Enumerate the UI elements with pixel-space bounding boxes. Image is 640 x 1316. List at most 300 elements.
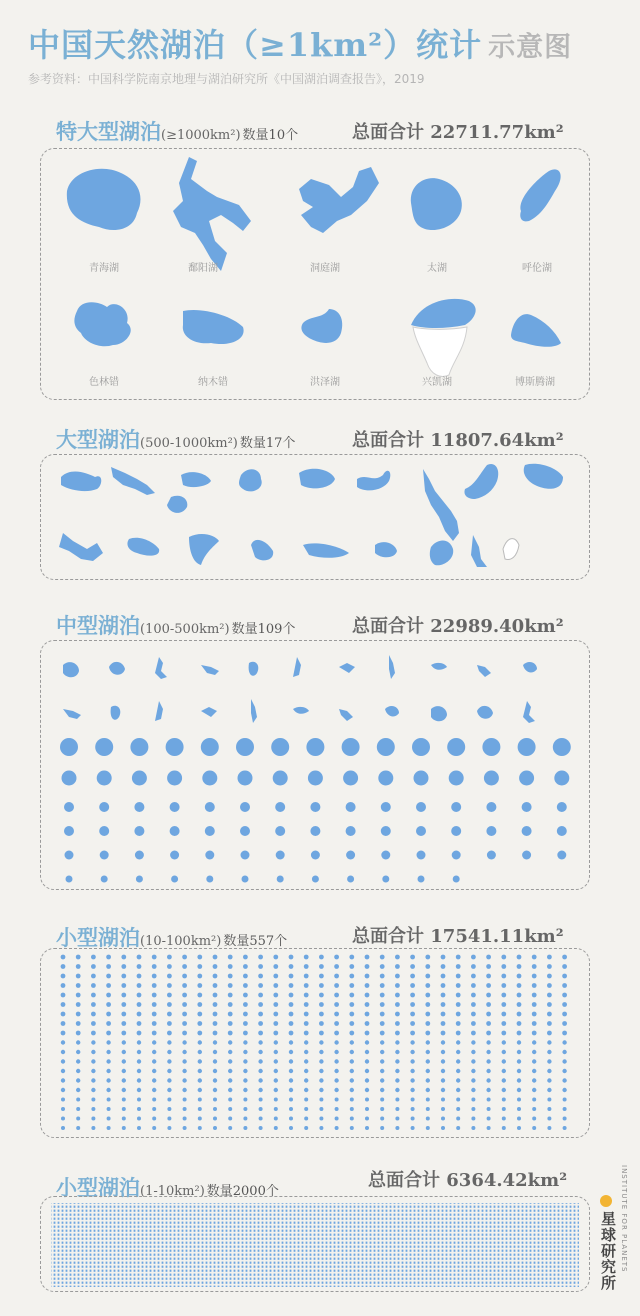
small-lake-dot <box>167 1088 171 1092</box>
small-lake-dot <box>182 1031 187 1036</box>
small-lake-dot <box>289 1050 293 1054</box>
small-lake-dot <box>426 1059 430 1063</box>
small-lake-dot <box>471 1059 475 1063</box>
medium-lake-dot <box>447 738 465 756</box>
small-lake-dot <box>471 974 476 979</box>
small-lake-dot <box>380 1021 385 1026</box>
small-lake-dot <box>121 964 126 969</box>
small-lake-dot <box>365 1012 370 1017</box>
small-lake-dot <box>122 1050 126 1054</box>
small-lake-dot <box>456 1031 461 1036</box>
small-lake-dot <box>258 974 263 979</box>
small-lake-dot <box>319 1002 324 1007</box>
small-lake-dot <box>517 964 522 969</box>
small-lake-dot <box>517 1088 521 1092</box>
small-lake-dot <box>350 1107 354 1111</box>
small-lake-dot <box>426 1126 430 1130</box>
logo-dot-icon <box>600 1195 612 1207</box>
small-lake-dot <box>547 1098 551 1102</box>
small-lake-dot <box>91 983 96 988</box>
panel-tiny <box>40 1196 590 1292</box>
small-lake-dot <box>137 1098 141 1102</box>
small-lake-dot <box>121 955 126 960</box>
small-lake-dot <box>319 1088 323 1092</box>
small-lake-dot <box>334 1002 339 1007</box>
medium-lake-dot <box>486 826 496 836</box>
small-lake-dot <box>456 1069 460 1073</box>
small-lake-dot <box>106 1059 110 1063</box>
small-lake-dot <box>365 1002 370 1007</box>
small-lake-dot <box>243 1088 247 1092</box>
small-lake-dot <box>197 1002 202 1007</box>
lake-label-8: 洪泽湖 <box>310 377 340 388</box>
small-lake-dot <box>243 1031 248 1036</box>
medium-lake-dot <box>65 851 74 860</box>
small-lake-dot <box>197 964 202 969</box>
small-lake-dot <box>152 1088 156 1092</box>
small-lake-dot <box>258 964 263 969</box>
small-lake-dot <box>380 1002 385 1007</box>
small-lake-dot <box>471 1040 475 1044</box>
small-lake-dot <box>91 1031 96 1036</box>
small-lake-dot <box>61 993 66 998</box>
medium-lake-dot <box>240 826 250 836</box>
small-lake-dot <box>425 993 430 998</box>
small-lake-dot <box>319 955 324 960</box>
small-lake-dot <box>289 1002 294 1007</box>
small-lake-dot <box>213 1002 218 1007</box>
small-lake-dot <box>471 1012 476 1017</box>
small-lake-dot <box>228 955 233 960</box>
small-lake-dot <box>152 1107 156 1111</box>
small-lake-dot <box>182 1021 187 1026</box>
small-lake-dot <box>167 974 172 979</box>
medium-lake-dot <box>382 876 389 883</box>
small-lake-dot <box>517 1040 521 1044</box>
small-lake-dot <box>289 1088 293 1092</box>
small-lake-dot <box>228 1040 232 1044</box>
small-lake-dot <box>258 1012 263 1017</box>
medium-lake-dot <box>277 876 284 883</box>
medium-lake-dot <box>130 738 148 756</box>
small-lake-dot <box>243 1002 248 1007</box>
small-lake-dot <box>502 1126 506 1130</box>
medium-lake-shape <box>339 709 353 721</box>
small-lake-dot <box>167 1031 172 1036</box>
small-lake-dot <box>562 1002 567 1007</box>
medium-lake-shape <box>155 657 167 679</box>
small-lake-dot <box>243 983 248 988</box>
small-lake-dot <box>274 1107 278 1111</box>
small-lake-dot <box>532 983 537 988</box>
small-lake-dot <box>547 1107 551 1111</box>
medium-lake-dot <box>64 826 74 836</box>
section-3-title: 中型湖泊(100-500km²) 数量109个 <box>56 613 296 638</box>
medium-lake-dot <box>100 851 109 860</box>
small-lake-dot <box>182 1078 186 1082</box>
lake-shapes-large <box>41 455 591 581</box>
small-lake-dot <box>319 983 324 988</box>
small-lake-dot <box>350 1126 354 1130</box>
small-lake-dot <box>517 1012 522 1017</box>
small-lake-dot <box>197 955 202 960</box>
small-lake-dot <box>395 1040 399 1044</box>
small-lake-dot <box>426 1050 430 1054</box>
small-lake-dot <box>562 1021 567 1026</box>
small-lake-dot <box>501 1002 506 1007</box>
small-lake-dot <box>365 983 370 988</box>
medium-lake-shape <box>523 701 535 723</box>
small-lake-dot <box>304 955 309 960</box>
small-lake-dot <box>349 974 354 979</box>
small-lake-dot <box>486 1002 491 1007</box>
small-lake-dot <box>183 1117 187 1121</box>
small-lake-dot <box>562 1078 566 1082</box>
small-lake-dot <box>334 993 339 998</box>
small-lake-dot <box>91 955 96 960</box>
small-lake-dot <box>152 993 157 998</box>
small-lake-dot <box>395 1012 400 1017</box>
small-lake-dot <box>349 993 354 998</box>
small-lake-dot <box>547 993 552 998</box>
small-lake-dot <box>410 1002 415 1007</box>
small-lake-dot <box>106 993 111 998</box>
medium-lake-dot <box>99 802 109 812</box>
logo-chinese: 星球研究所 <box>599 1211 617 1291</box>
small-lake-dot <box>547 1002 552 1007</box>
small-lake-dot <box>441 983 446 988</box>
small-lake-dot <box>61 1078 65 1082</box>
small-lake-dot <box>319 1098 323 1102</box>
small-lake-dot <box>547 955 552 960</box>
lake-shapes-medium <box>41 641 591 891</box>
small-lake-dot <box>441 964 446 969</box>
small-lake-dot <box>441 1012 446 1017</box>
small-lake-dot <box>319 1117 323 1121</box>
medium-lake-dot <box>275 826 285 836</box>
small-lake-dot <box>532 1040 536 1044</box>
small-lake-dot <box>122 1069 126 1073</box>
small-lake-dot <box>380 1107 384 1111</box>
medium-lake-shape <box>109 662 125 675</box>
small-lake-dot <box>61 964 66 969</box>
small-lake-dot <box>243 974 248 979</box>
small-lake-dot <box>486 1031 491 1036</box>
small-lake-dot <box>441 1021 446 1026</box>
medium-lake-shape <box>293 707 309 714</box>
small-lake-dot <box>167 1117 171 1121</box>
small-lake-dot <box>395 1059 399 1063</box>
small-lake-dot <box>76 1126 80 1130</box>
small-lake-dot <box>365 1117 369 1121</box>
medium-lake-shape <box>201 665 219 675</box>
small-lake-dot <box>304 1126 308 1130</box>
small-lake-dot <box>486 1040 490 1044</box>
small-lake-dot <box>258 1040 262 1044</box>
small-lake-dot <box>106 983 111 988</box>
small-lake-dot <box>137 1031 142 1036</box>
medium-lake-dot <box>453 876 460 883</box>
small-lake-dot <box>167 964 172 969</box>
small-lake-dot <box>274 1098 278 1102</box>
small-lake-dot <box>350 1040 354 1044</box>
small-lake-dot <box>562 974 567 979</box>
small-lake-dot <box>501 955 506 960</box>
small-lake-dot <box>259 1107 263 1111</box>
medium-lake-dot <box>342 738 360 756</box>
small-lake-dot <box>380 1031 385 1036</box>
medium-lake-dot <box>417 851 426 860</box>
medium-lake-dot <box>242 876 249 883</box>
small-lake-dot <box>106 1040 110 1044</box>
title-main: 中国天然湖泊（≥1km²）统计 <box>28 26 483 64</box>
small-lake-dot <box>228 1021 233 1026</box>
small-lake-dot <box>304 1050 308 1054</box>
small-lake-dot <box>167 1002 172 1007</box>
small-lake-dot <box>486 1078 490 1082</box>
medium-lake-shape <box>339 663 355 673</box>
small-lake-dot <box>182 1069 186 1073</box>
small-lake-dot <box>380 974 385 979</box>
small-lake-dot <box>487 1126 491 1130</box>
small-lake-dot <box>213 1050 217 1054</box>
small-lake-dot <box>380 1117 384 1121</box>
small-lake-dot <box>167 1126 171 1130</box>
small-lake-dot <box>319 1050 323 1054</box>
small-lake-dot <box>197 974 202 979</box>
small-lake-dot <box>395 1021 400 1026</box>
small-lake-dot <box>334 1040 338 1044</box>
small-lake-dot <box>183 1126 187 1130</box>
lake-namu <box>183 310 244 344</box>
small-lake-dot <box>365 1031 370 1036</box>
small-lake-dot <box>395 1088 399 1092</box>
small-lake-dot <box>441 955 446 960</box>
small-lake-dot <box>441 1069 445 1073</box>
medium-lake-dot <box>486 802 496 812</box>
small-lake-dot <box>91 964 96 969</box>
small-lake-dot <box>563 1107 567 1111</box>
small-lake-dot <box>152 955 157 960</box>
small-lake-dot <box>258 955 263 960</box>
small-lake-dot <box>304 1117 308 1121</box>
small-lake-dot <box>411 1107 415 1111</box>
medium-lake-dot <box>346 826 356 836</box>
medium-lake-dot <box>205 851 214 860</box>
small-lake-dot <box>213 955 218 960</box>
small-lake-dot <box>441 1031 446 1036</box>
small-lake-dot <box>152 1021 157 1026</box>
small-lake-dot <box>486 1069 490 1073</box>
small-lake-dot <box>471 964 476 969</box>
section-2-title: 大型湖泊(500-1000km²) 数量17个 <box>56 427 296 452</box>
small-lake-dot <box>91 1078 95 1082</box>
small-lake-dot <box>411 1117 415 1121</box>
small-lake-dot <box>304 1059 308 1063</box>
lake-label-10: 博斯腾湖 <box>515 377 555 388</box>
small-lake-dot <box>517 974 522 979</box>
small-lake-dot <box>304 1069 308 1073</box>
small-lake-dot <box>502 1050 506 1054</box>
small-lake-dot <box>289 1012 294 1017</box>
small-lake-dot <box>410 1021 415 1026</box>
lake-label-2: 鄱阳湖 <box>188 263 218 274</box>
small-lake-dot <box>562 1031 567 1036</box>
small-lake-dot <box>213 993 218 998</box>
medium-lake-dot <box>346 851 355 860</box>
medium-lake-dot <box>518 738 536 756</box>
small-lake-dot <box>562 964 567 969</box>
medium-lake-dot <box>522 851 531 860</box>
small-lake-dot <box>471 955 476 960</box>
small-lake-dot <box>395 993 400 998</box>
small-lake-dot <box>410 1088 414 1092</box>
medium-lake-shape <box>431 706 447 721</box>
small-lake-dot <box>349 1002 354 1007</box>
small-lake-dot <box>334 1069 338 1073</box>
small-lake-dot <box>137 964 142 969</box>
small-lake-dot <box>91 1002 96 1007</box>
small-lake-dot <box>502 1078 506 1082</box>
small-lake-dot <box>365 1040 369 1044</box>
small-lake-dot <box>441 1107 445 1111</box>
small-lake-dot <box>425 964 430 969</box>
small-lake-dot <box>319 993 324 998</box>
small-lake-dot <box>122 1088 126 1092</box>
panel-extra-large <box>40 148 590 400</box>
small-lake-dot <box>456 1088 460 1092</box>
small-lake-dot <box>350 1078 354 1082</box>
small-lake-dot <box>425 1031 430 1036</box>
small-lake-dot <box>107 1117 111 1121</box>
medium-lake-shape <box>251 699 257 723</box>
small-lake-dot <box>91 1050 95 1054</box>
small-lake-dot <box>137 1088 141 1092</box>
small-lake-dot <box>380 1126 384 1130</box>
small-lake-dot <box>547 1126 551 1130</box>
small-lake-dot <box>563 1098 567 1102</box>
small-lake-dot <box>107 1098 111 1102</box>
small-lake-dot <box>91 1117 95 1121</box>
small-lake-dot <box>106 1050 110 1054</box>
small-lake-dot <box>152 1059 156 1063</box>
small-lake-dot <box>243 1107 247 1111</box>
small-lake-dot <box>410 1012 415 1017</box>
lake-xingkai-land <box>413 327 467 377</box>
lake-shapes-extra-large <box>41 149 591 401</box>
small-lake-dot <box>486 1012 491 1017</box>
small-lake-dot <box>213 1117 217 1121</box>
small-lake-dot <box>61 983 66 988</box>
small-lake-dot <box>289 1117 293 1121</box>
small-lake-dot <box>137 1002 142 1007</box>
small-lake-dot <box>365 1069 369 1073</box>
small-lake-dot <box>274 1050 278 1054</box>
medium-lake-dot <box>557 802 567 812</box>
small-lake-dot <box>471 1088 475 1092</box>
small-lake-dot <box>380 1098 384 1102</box>
small-lake-dot <box>213 1078 217 1082</box>
small-lake-dot <box>562 1040 566 1044</box>
medium-lake-dot <box>62 771 77 786</box>
small-lake-dot <box>410 955 415 960</box>
small-lake-dot <box>197 983 202 988</box>
small-lake-dot <box>410 1059 414 1063</box>
small-lake-dot <box>137 1069 141 1073</box>
small-lake-dot <box>517 1107 521 1111</box>
small-lake-dot <box>122 1126 126 1130</box>
small-lake-dot <box>91 1098 95 1102</box>
section-4-title: 小型湖泊(10-100km²) 数量557个 <box>56 925 288 950</box>
small-lake-dot <box>289 1059 293 1063</box>
medium-lake-dot <box>271 738 289 756</box>
small-lake-dot <box>289 1098 293 1102</box>
small-lake-dot <box>213 1012 218 1017</box>
lake-label-7: 纳木错 <box>198 377 228 388</box>
small-lake-dot <box>410 964 415 969</box>
medium-lake-dot <box>487 851 496 860</box>
small-lake-dot <box>502 1040 506 1044</box>
small-lake-dot <box>395 1069 399 1073</box>
small-lake-dot <box>502 1059 506 1063</box>
small-lake-dot <box>547 1040 551 1044</box>
small-lake-dot <box>304 964 309 969</box>
small-lake-dot <box>198 1050 202 1054</box>
medium-lake-dot <box>134 802 144 812</box>
small-lake-dot <box>243 1069 247 1073</box>
small-lake-dot <box>471 1098 475 1102</box>
small-lake-dot <box>228 1059 232 1063</box>
small-lake-dot <box>501 1012 506 1017</box>
small-lake-dot <box>228 1098 232 1102</box>
small-lake-dot <box>289 1107 293 1111</box>
small-lake-dot <box>167 983 172 988</box>
small-lake-dot <box>425 983 430 988</box>
small-lake-dot <box>456 1021 461 1026</box>
small-lake-dot <box>76 993 81 998</box>
small-lake-dot <box>76 1098 80 1102</box>
small-lake-dot <box>228 983 233 988</box>
small-lake-dot <box>198 1078 202 1082</box>
small-lake-dot <box>167 1098 171 1102</box>
small-lake-dot <box>259 1126 263 1130</box>
small-lake-dot <box>273 1031 278 1036</box>
small-lake-dot <box>304 1088 308 1092</box>
medium-lake-dot <box>452 851 461 860</box>
small-lake-dot <box>502 1088 506 1092</box>
small-lake-dot <box>289 1040 293 1044</box>
medium-lake-dot <box>273 771 288 786</box>
small-lake-dot <box>197 993 202 998</box>
medium-lake-dot <box>205 802 215 812</box>
medium-lake-shape <box>523 662 537 672</box>
small-lake-dot <box>61 1117 65 1121</box>
small-lake-dot <box>121 1002 126 1007</box>
small-lake-dot <box>167 1107 171 1111</box>
medium-lake-dot <box>60 738 78 756</box>
small-lake-dot <box>76 955 81 960</box>
small-lake-dot <box>76 1117 80 1121</box>
medium-lake-dot <box>275 802 285 812</box>
small-lake-dot <box>410 1031 415 1036</box>
medium-lake-dot <box>346 802 356 812</box>
medium-lake-dot <box>166 738 184 756</box>
medium-lake-dot <box>449 771 464 786</box>
small-lake-dot <box>441 1098 445 1102</box>
small-lake-dot <box>182 1088 186 1092</box>
small-lake-dot <box>319 1012 324 1017</box>
small-lake-dot <box>152 1098 156 1102</box>
